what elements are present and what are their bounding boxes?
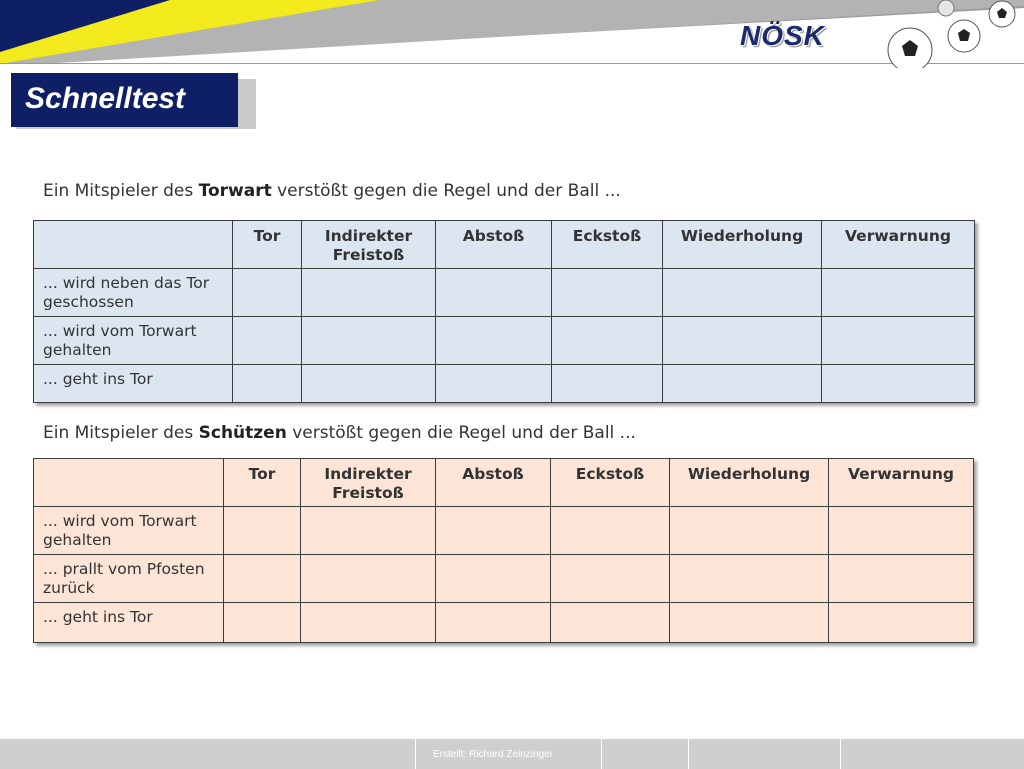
answer-cell[interactable] — [822, 269, 975, 317]
table-row — [34, 603, 974, 643]
table-row — [34, 269, 975, 317]
answer-cell[interactable] — [552, 365, 663, 403]
answer-cell[interactable] — [436, 365, 552, 403]
table1-row-label: ... geht ins Tor — [34, 365, 233, 403]
table1-header-row — [34, 221, 975, 269]
table1-header-eckstoss: Eckstoß — [552, 221, 663, 269]
table1 — [33, 220, 975, 403]
table1-header-tor: Tor — [233, 221, 302, 269]
answer-cell[interactable] — [233, 269, 302, 317]
answer-cell[interactable] — [436, 317, 552, 365]
brand-logo-text: NÖSK — [740, 20, 825, 51]
table1-heading — [43, 181, 621, 201]
answer-cell[interactable] — [301, 507, 436, 555]
answer-cell[interactable] — [670, 507, 829, 555]
answer-cell[interactable] — [552, 317, 663, 365]
table2-heading-post: verstößt gegen die Regel und der Ball ... — [286, 423, 636, 443]
table2-header-tor: Tor — [224, 459, 301, 507]
table1-row-label: ... wird vom Torwart gehalten — [34, 317, 233, 365]
table2-header-blank — [34, 459, 224, 507]
answer-cell[interactable] — [551, 603, 670, 643]
table2-heading — [43, 423, 636, 443]
table2 — [33, 458, 974, 643]
answer-cell[interactable] — [436, 269, 552, 317]
table2-heading-pre: Ein Mitspieler des — [43, 423, 199, 443]
table1-header-verwarnung: Verwarnung — [822, 221, 975, 269]
slide-title: Schnelltest — [25, 82, 186, 115]
table-row — [34, 365, 975, 403]
soccer-balls-icon — [872, 0, 1024, 68]
table2-header-row — [34, 459, 974, 507]
answer-cell[interactable] — [822, 365, 975, 403]
footer-cell — [840, 739, 1024, 769]
banner-stripes — [0, 0, 1024, 64]
table1-header-abstoss: Abstoß — [436, 221, 552, 269]
table1-header-blank — [34, 221, 233, 269]
table2-header-verwarnung: Verwarnung — [829, 459, 974, 507]
table2-header-wiederholung: Wiederholung — [670, 459, 829, 507]
table-row — [34, 507, 974, 555]
answer-cell[interactable] — [224, 555, 301, 603]
footer-bar — [0, 738, 1024, 769]
slide-title-box — [11, 73, 238, 127]
table2-row-label: ... geht ins Tor — [34, 603, 224, 643]
answer-cell[interactable] — [822, 317, 975, 365]
table-row — [34, 555, 974, 603]
answer-cell[interactable] — [224, 507, 301, 555]
answer-cell[interactable] — [670, 555, 829, 603]
answer-cell[interactable] — [436, 507, 551, 555]
answer-cell[interactable] — [663, 269, 822, 317]
answer-cell[interactable] — [436, 555, 551, 603]
footer-credit: Erstellt: Richard Zeinzinger — [433, 749, 554, 760]
table1-header-indirekter-freistoss: Indirekter Freistoß — [302, 221, 436, 269]
table1-heading-pre: Ein Mitspieler des — [43, 181, 199, 201]
answer-cell[interactable] — [233, 317, 302, 365]
table2-row-label: ... wird vom Torwart gehalten — [34, 507, 224, 555]
table2-row-label: ... prallt vom Pfosten zurück — [34, 555, 224, 603]
answer-cell[interactable] — [552, 269, 663, 317]
table2-header-abstoss: Abstoß — [436, 459, 551, 507]
answer-cell[interactable] — [663, 365, 822, 403]
answer-cell[interactable] — [302, 317, 436, 365]
answer-cell[interactable] — [829, 555, 974, 603]
table2-heading-bold: Schützen — [198, 423, 287, 443]
answer-cell[interactable] — [436, 603, 551, 643]
table-row — [34, 317, 975, 365]
answer-cell[interactable] — [829, 603, 974, 643]
footer-cell — [601, 739, 688, 769]
table1-row-label: ... wird neben das Tor geschossen — [34, 269, 233, 317]
answer-cell[interactable] — [551, 507, 670, 555]
table2-header-indirekter-freistoss: Indirekter Freistoß — [301, 459, 436, 507]
table1-heading-bold: Torwart — [198, 181, 272, 201]
table2-header-eckstoss: Eckstoß — [551, 459, 670, 507]
table1-header-wiederholung: Wiederholung — [663, 221, 822, 269]
answer-cell[interactable] — [670, 603, 829, 643]
answer-cell[interactable] — [663, 317, 822, 365]
answer-cell[interactable] — [301, 603, 436, 643]
answer-cell[interactable] — [301, 555, 436, 603]
table1-heading-post: verstößt gegen die Regel und der Ball ... — [271, 181, 621, 201]
answer-cell[interactable] — [829, 507, 974, 555]
answer-cell[interactable] — [302, 365, 436, 403]
answer-cell[interactable] — [233, 365, 302, 403]
header-banner — [0, 0, 1024, 64]
footer-cell — [688, 739, 840, 769]
answer-cell[interactable] — [224, 603, 301, 643]
answer-cell[interactable] — [551, 555, 670, 603]
answer-cell[interactable] — [302, 269, 436, 317]
